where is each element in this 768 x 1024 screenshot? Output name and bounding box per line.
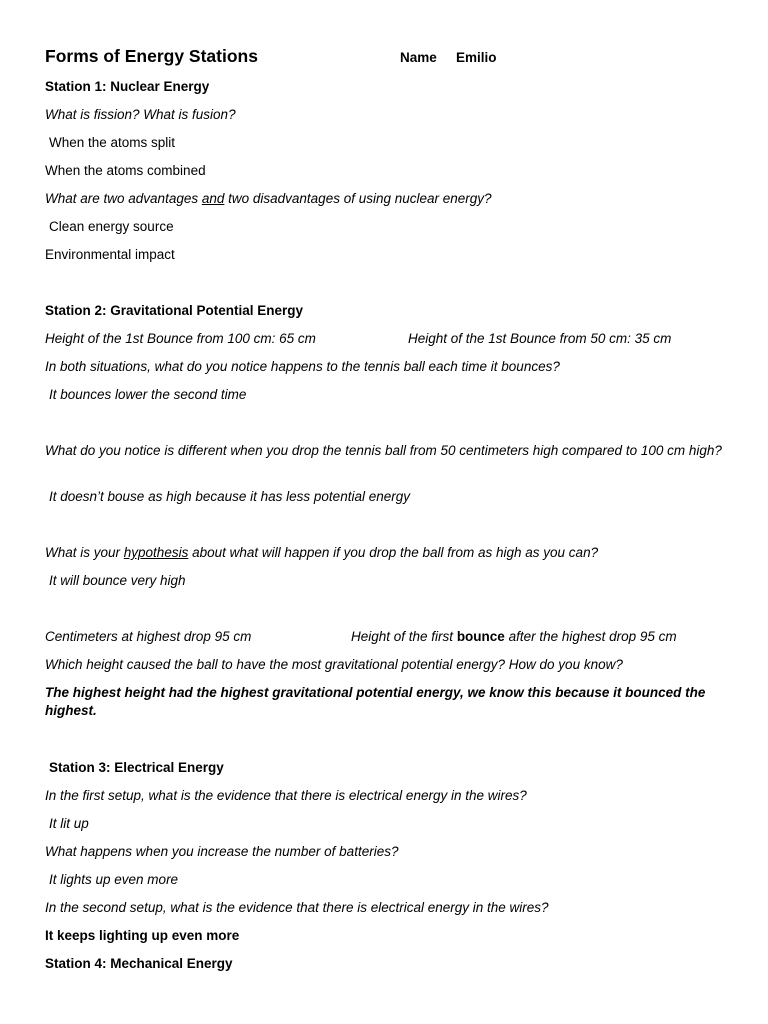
name-label: Name [400,50,437,65]
station3-question-batteries: What happens when you increase the number of batteries? [45,844,399,859]
station3-answer-batteries: It lights up even more [49,872,179,887]
station2-heading: Station 2: Gravitational Potential Energy [45,303,304,318]
q-part-underlined: hypothesis [123,545,189,560]
text-part: Height of the first [351,629,457,644]
station1-answer-advantage: Clean energy source [49,219,174,234]
q-part: about what will happen if you drop the ball from as high as you can? [188,545,599,560]
station2-answer-most-energy: The highest height had the highest gravitational potential energy, we know this because it bounced the highest. [45,685,706,718]
station1-heading: Station 1: Nuclear Energy [45,79,210,94]
station3-answer-first-setup: It lit up [49,816,89,831]
station2-answer-hypothesis: It will bounce very high [49,573,186,588]
station1-question-advantages [45,190,492,208]
station1-question-fission-fusion: What is fission? What is fusion? [45,107,236,122]
station3-answer-second-setup: It keeps lighting up even more [45,928,240,943]
station2-question-hypothesis [45,544,598,562]
station3-question-second-setup: In the second setup, what is the evidence that there is electrical energy in the wires? [45,900,549,915]
q-part-underlined: and [201,191,225,206]
q-part: What are two advantages [45,191,202,206]
q-part: two disadvantages of using nuclear energy? [224,191,492,206]
station2-bounce-50: Height of the 1st Bounce from 50 cm: 35 cm [408,331,672,346]
station2-first-bounce [351,628,677,646]
station2-highest-drop: Centimeters at highest drop 95 cm [45,629,252,644]
q-part: What is your [45,545,124,560]
station1-answer-disadvantage: Environmental impact [45,247,175,262]
name-value: Emilio [456,50,497,65]
station4-heading: Station 4: Mechanical Energy [45,956,233,971]
station2-question-different: What do you notice is different when you drop the tennis ball from 50 centimeters high compared to 100 cm high? [45,443,722,458]
station2-question-most-energy: Which height caused the ball to have the most gravitational potential energy? How do you know? [45,657,623,672]
station2-question-both: In both situations, what do you notice happens to the tennis ball each time it bounces? [45,359,560,374]
text-part: after the highest drop 95 cm [504,629,677,644]
station2-answer-different: It doesn’t bouse as high because it has less potential energy [49,489,410,504]
station2-bounce-100: Height of the 1st Bounce from 100 cm: 65 cm [45,331,316,346]
station1-answer-fission: When the atoms split [49,135,176,150]
station2-answer-both: It bounces lower the second time [49,387,247,402]
station3-heading: Station 3: Electrical Energy [49,760,224,775]
station3-question-first-setup: In the first setup, what is the evidence that there is electrical energy in the wires? [45,788,527,803]
text-part-bold: bounce [456,629,505,644]
station1-answer-fusion: When the atoms combined [45,163,206,178]
page-title: Forms of Energy Stations [45,46,258,66]
